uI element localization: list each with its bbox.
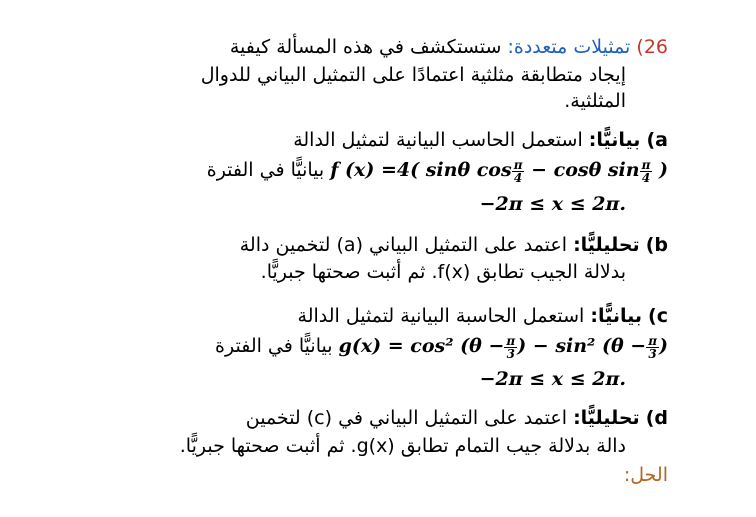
part-b-line-1: [240, 232, 668, 258]
part-c-fraction-2: $\frac{\pi}{3}$: [648, 333, 657, 361]
part-a-line-2: [207, 157, 668, 184]
solution-label: الحل:: [623, 464, 668, 486]
part-b-text-2: بدلالة الجيب تطابق f(x). ثم أثبت صحتها جبريًّا.: [260, 261, 626, 283]
part-c-label: c): [648, 305, 668, 327]
problem-number: 26): [636, 36, 668, 58]
part-d-text-2: دالة بدلالة جيب التمام تطابق g(x). ثم أثبت صحتها جبريًّا.: [179, 435, 626, 457]
part-d-label: d): [645, 407, 668, 429]
part-c-heading: بيانيًّا:: [590, 305, 642, 327]
part-c-line-1: [298, 303, 668, 329]
part-c-text-2: بيانيًّا في الفترة: [215, 335, 333, 357]
part-a-label: a): [646, 129, 668, 151]
part-c-fraction-1: $\frac{\pi}{3}$: [506, 333, 516, 361]
part-b-text-1: اعتمد على التمثيل البياني (a) لتخمين دالة: [239, 234, 568, 256]
problem-title: تمثيلات متعددة:: [507, 36, 631, 58]
part-a-text-2: بيانيًّا في الفترة: [206, 159, 325, 181]
part-d-heading: تحليليًّا:: [573, 407, 640, 429]
part-a-fraction-1: $\frac{\pi}{4}$: [513, 157, 523, 185]
part-c-text-1: استعمل الحاسبة البيانية لتمثيل الدالة: [297, 305, 585, 327]
part-c-line-2: [215, 333, 668, 360]
part-a-text-1: استعمل الحاسب البيانية لتمثيل الدالة: [293, 129, 583, 151]
part-a-formula: f (x) =4( sinθ cos $\frac{\pi}{4}$ − cosθ sin $\frac{\pi}{4}$ ): [330, 157, 668, 185]
problem-header: [230, 34, 668, 60]
problem-intro-2: إيجاد متطابقة مثلثية اعتمادًا على التمثيل البياني للدوال: [200, 64, 626, 86]
part-b-label: b): [645, 234, 668, 256]
part-c-formula: g(x) = cos² (θ − $\frac{\pi}{3}$ ) − sin² (θ − $\frac{\pi}{3}$ ): [338, 333, 668, 361]
part-a-fraction-2: $\frac{\pi}{4}$: [641, 157, 651, 185]
problem-intro-1: ستستكشف في هذه المسألة كيفية: [229, 36, 502, 58]
part-b-heading: تحليليًّا:: [573, 234, 640, 256]
part-a-interval: −2π ≤ x ≤ 2π.: [479, 193, 626, 215]
part-a-heading: بيانيًّا:: [588, 129, 641, 151]
part-a-line-1: [293, 127, 668, 153]
part-d-line-1: [246, 405, 668, 431]
part-c-interval: −2π ≤ x ≤ 2π.: [479, 368, 626, 390]
part-d-text-1: اعتمد على التمثيل البياني في (c) لتخمين: [245, 407, 568, 429]
problem-intro-3: المثلثية.: [564, 90, 626, 112]
